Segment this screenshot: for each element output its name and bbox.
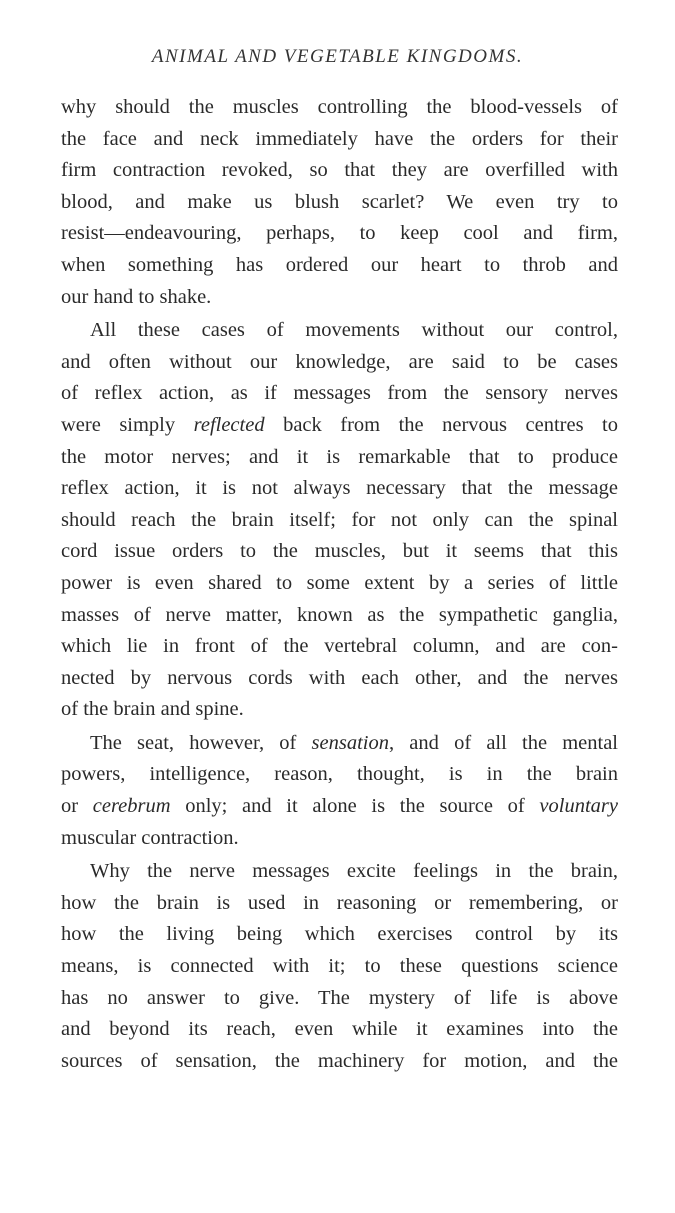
text-line — [61, 410, 618, 442]
text-run: and beyond its reach, even while it examines into the — [61, 1018, 618, 1041]
text-run: muscular contraction. — [61, 826, 239, 849]
italic-term: cerebrum — [92, 795, 171, 818]
text-line — [61, 505, 618, 537]
text-run: which lie in front of the vertebral column, and are con- — [61, 635, 618, 658]
text-line — [61, 728, 618, 760]
text-line — [61, 856, 618, 888]
text-line — [61, 442, 618, 474]
text-run: how the living being which exercises control by its — [61, 923, 618, 946]
text-run: and often without our knowledge, are said to be cases — [61, 350, 618, 373]
text-line — [61, 951, 618, 983]
text-run: sources of sensation, the machinery for motion, and the — [61, 1049, 618, 1072]
text-line — [61, 568, 618, 600]
text-line — [61, 631, 618, 663]
text-line — [61, 791, 618, 823]
text-run: firm contraction revoked, so that they are overfilled with — [61, 159, 618, 182]
text-run: the motor nerves; and it is remarkable that to produce — [61, 445, 618, 468]
text-line — [61, 600, 618, 632]
text-run: nected by nervous cords with each other, and the nerves — [61, 666, 618, 689]
text-run: has no answer to give. The mystery of life is above — [61, 986, 618, 1009]
paragraph — [61, 856, 618, 1077]
text-line — [61, 92, 618, 124]
text-line — [61, 315, 618, 347]
text-run: All these cases of movements without our control, — [90, 319, 618, 342]
text-line — [61, 378, 618, 410]
text-run: our hand to shake. — [61, 285, 212, 308]
text-run: , and of all the mental — [389, 731, 619, 754]
italic-term: reflected — [193, 413, 265, 436]
text-line — [61, 536, 618, 568]
text-line — [61, 823, 618, 855]
text-run: were simply — [61, 413, 194, 436]
text-run: of reflex action, as if messages from the sensory nerves — [61, 382, 618, 405]
text-line — [61, 155, 618, 187]
text-line — [61, 919, 618, 951]
paragraph — [61, 315, 618, 726]
text-run: blood, and make us blush scarlet? We even try to — [61, 190, 618, 213]
paragraph — [61, 728, 618, 854]
text-line — [61, 663, 618, 695]
text-run: cord issue orders to the muscles, but it seems that this — [61, 540, 618, 563]
text-run: power is even shared to some extent by a series of little — [61, 571, 618, 594]
text-line — [61, 218, 618, 250]
text-run: reflex action, it is not always necessary that the message — [61, 477, 618, 500]
text-line — [61, 124, 618, 156]
text-run: Why the nerve messages excite feelings in the brain, — [90, 860, 618, 883]
text-line — [61, 187, 618, 219]
running-head: ANIMAL AND VEGETABLE KINGDOMS. — [151, 46, 524, 67]
text-run: should reach the brain itself; for not only can the spinal — [61, 508, 618, 531]
body-text — [61, 92, 618, 1079]
italic-term: sensation — [311, 731, 389, 754]
text-run: resist—endeavouring, perhaps, to keep cool and firm, — [61, 222, 618, 245]
text-run: means, is connected with it; to these questions science — [61, 955, 618, 978]
text-run: the face and neck immediately have the orders for their — [61, 127, 618, 150]
text-run: or — [61, 795, 93, 818]
text-run: back from the nervous centres to — [264, 413, 618, 436]
text-line — [61, 282, 618, 314]
text-line — [61, 347, 618, 379]
text-line — [61, 983, 618, 1015]
text-run: powers, intelligence, reason, thought, is in the brain — [61, 763, 618, 786]
text-line — [61, 888, 618, 920]
text-run: of the brain and spine. — [61, 698, 244, 721]
text-line — [61, 1046, 618, 1078]
text-run: why should the muscles controlling the blood-vessels of — [61, 96, 618, 118]
paragraph-gap — [61, 1077, 618, 1079]
paragraph — [61, 92, 618, 313]
text-line — [61, 250, 618, 282]
text-run: only; and it alone is the source of — [170, 795, 540, 818]
text-run: masses of nerve matter, known as the sympathetic ganglia, — [61, 603, 618, 626]
text-line — [61, 759, 618, 791]
text-line — [61, 694, 618, 726]
text-run: The seat, however, of — [90, 731, 312, 754]
text-line — [61, 473, 618, 505]
text-line — [61, 1014, 618, 1046]
italic-term: voluntary — [539, 795, 618, 818]
text-run: how the brain is used in reasoning or remembering, or — [61, 891, 618, 914]
text-run: when something has ordered our heart to throb and — [61, 253, 618, 276]
